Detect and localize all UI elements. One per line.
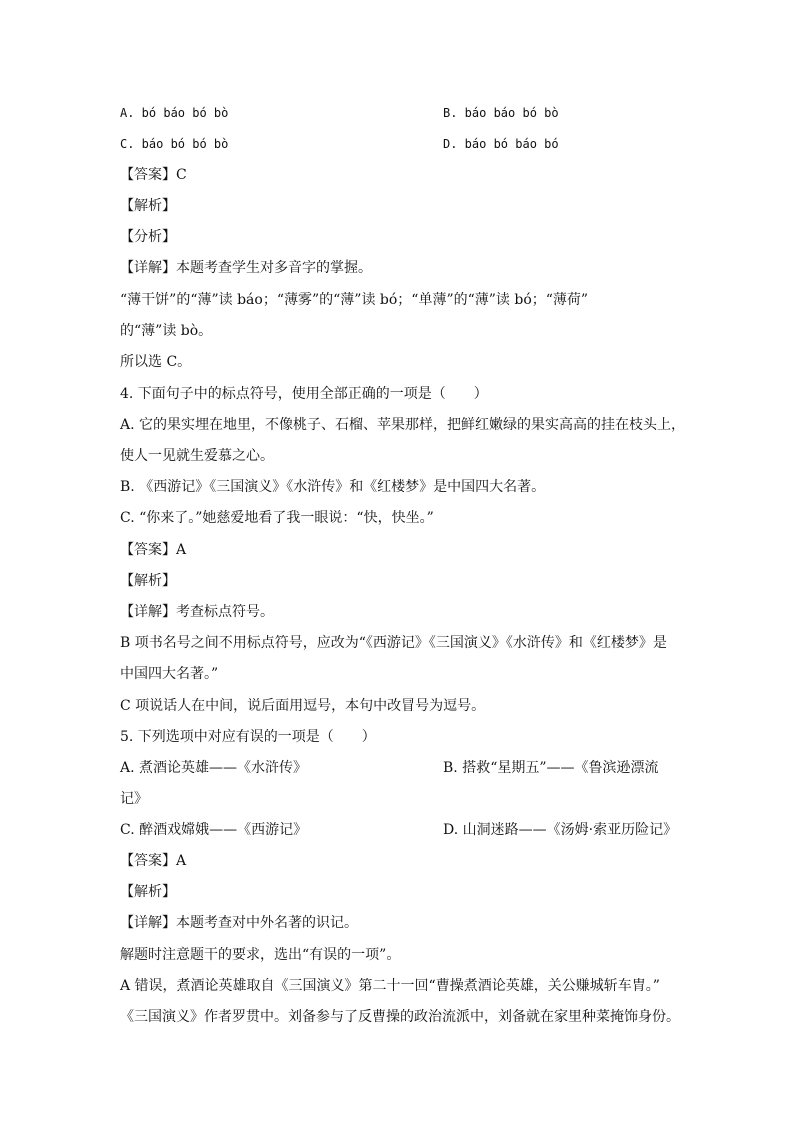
q5-option-a: A. 煮酒论英雄——《水浒传》	[120, 760, 308, 776]
q5-stem: 5. 下列选项中对应有误的一项是（ ）	[120, 729, 376, 745]
q4-explain-c: C 项说话人在中间，说后面用逗号，本句中改冒号为逗号。	[120, 698, 486, 714]
q4-explain-b-line-2: 中国四大名著。”	[120, 666, 219, 682]
q5-option-b-line-2: 记》	[120, 791, 148, 807]
q3-explain-line-2: 的“薄”读 bò。	[120, 323, 213, 339]
q4-answer: 【答案】A	[120, 542, 187, 558]
q5-option-c: C. 醉酒戏嫦娥——《西游记》	[120, 822, 308, 838]
q3-explain-line-1: “薄干饼”的“薄”读 báo；“薄雾”的“薄”读 bó；“单薄”的“薄”读 bó；“薄荷”	[120, 292, 589, 308]
q3-option-a: A. bó báo bó bò	[120, 106, 229, 120]
q3-conclusion: 所以选 C。	[120, 354, 192, 370]
q5-option-b-line-1: B. 搭救“星期五”——《鲁滨逊漂流	[443, 760, 659, 776]
q4-option-c: C. “你来了。”她慈爱地看了我一眼说：“快，快坐。”	[120, 510, 434, 526]
q5-answer: 【答案】A	[120, 853, 187, 869]
q4-explain-b-line-1: B 项书名号之间不用标点符号，应改为“《西游记》《三国演义》《水浒传》和《红楼梦》是	[120, 635, 667, 651]
q4-option-a-line-2: 使人一见就生爱慕之心。	[120, 448, 274, 464]
q4-detail: 【详解】考查标点符号。	[120, 604, 274, 620]
q4-analysis-heading: 【解析】	[120, 573, 176, 589]
q3-option-b: B. báo báo bó bò	[443, 106, 559, 120]
q5-hint: 解题时注意题干的要求，选出“有误的一项”。	[120, 947, 401, 963]
q3-analysis-heading: 【解析】	[120, 198, 176, 214]
q5-option-d: D. 山洞迷路——《汤姆·索亚历险记》	[443, 822, 678, 838]
q3-detail: 【详解】本题考查学生对多音字的掌握。	[120, 260, 372, 276]
q3-option-d: D. báo bó báo bó	[443, 137, 559, 151]
q5-analysis-heading: 【解析】	[120, 884, 176, 900]
q5-explain-a-line-1: A 错误，煮酒论英雄取自《三国演义》第二十一回“曹操煮酒论英雄，关公赚城斩车胄。”	[120, 978, 660, 994]
q5-explain-a-line-2: 《三国演义》作者罗贯中。刘备参与了反曹操的政治流派中，刘备就在家里种菜掩饰身份。	[120, 1009, 680, 1025]
q4-option-b: B. 《西游记》《三国演义》《水浒传》和《红楼梦》是中国四大名著。	[120, 479, 546, 495]
q4-option-a-line-1: A. 它的果实埋在地里，不像桃子、石榴、苹果那样，把鲜红嫩绿的果实高高的挂在枝头上，	[120, 417, 686, 433]
q4-stem: 4. 下面句子中的标点符号，使用全部正确的一项是（ ）	[120, 386, 488, 402]
q3-fenxi-heading: 【分析】	[120, 229, 176, 245]
q3-option-c: C. báo bó bó bò	[120, 137, 229, 151]
q5-detail: 【详解】本题考查对中外名著的识记。	[120, 915, 358, 931]
q3-answer: 【答案】C	[120, 167, 187, 183]
